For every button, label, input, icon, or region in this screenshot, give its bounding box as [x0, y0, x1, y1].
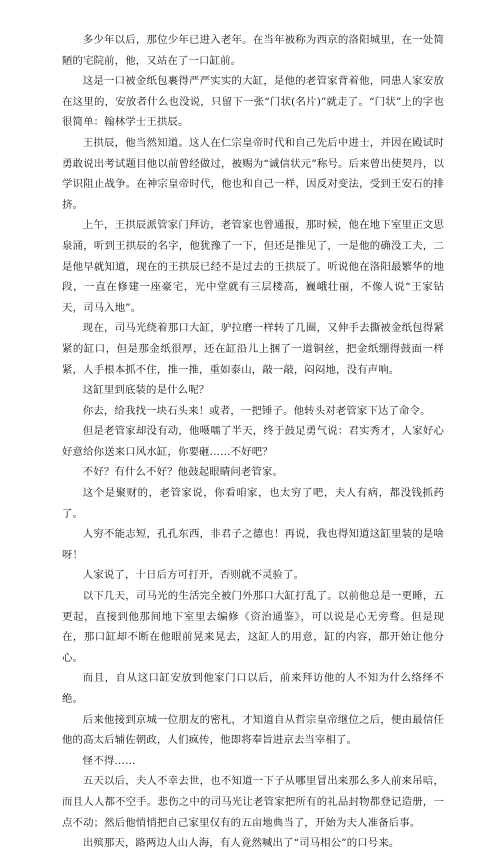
- paragraph: 以下几天，司马光的生活完全被门外那口大缸打乱了。以前他总是一更睡，五更起，直接到他那间地下室里去编修《资治通鉴》，可以说是心无旁骛。但是现在，那口缸却不断在他眼前晃来晃去，这缸人的用意，缸的内容，都开始让他分心。: [62, 590, 444, 664]
- paragraph: 这缸里到底装的是什么呢？: [82, 384, 210, 397]
- paragraph: 出殡那天，路两边人山人海，有人竟然喊出了“司马相公”的口号来。: [82, 837, 400, 850]
- paragraph: 人家说了，十日后方可打开，否则就不灵验了。: [82, 569, 305, 582]
- paragraph: 王拱辰，他当然知道。这人在仁宗皇帝时代和自己先后中进士，并因在殿试时勇敢说出考试题目他以前曾经做过，被赐为“诚信状元”称号。后来曾出使契丹，以学识阻止战争。在神宗皇帝时代，他也和自己一样，因反对变法，受到王安石的排挤。: [62, 136, 444, 211]
- paragraph: 五天以后，夫人不幸去世，也不知道一下子从哪里冒出来那么多人前来吊唁，而且人人都不空手。悲伤之中的司马光让老管家把所有的礼品封物都登记造册，一点不动；然后他悄悄把自己家里仅有的五亩地典当了，开始为夫人准备后事。: [62, 775, 444, 829]
- paragraph: 人穷不能志短，孔孔东西，非君子之德也！再说，我也得知道这缸里装的是啥呀！: [62, 528, 444, 561]
- paragraph: 现在，司马光绕着那口大缸，驴拉磨一样转了几圈，又伸手去撕被金纸包得紧紧的缸口，但是那金纸很厚，还在缸沿儿上捆了一道铜丝，把金纸绷得鼓面一样紧，人手根本抓不住，推一推，重如泰山，敲一敲，闷闷地，没有声响。: [62, 322, 444, 376]
- paragraph: 但是老管家却没有动，他嗫嚅了半天，终于鼓足勇气说：君实秀才，人家好心好意给你送来口风水缸，你要砸……不好吧？: [62, 425, 444, 458]
- paragraph: 这个是聚财的，老管家说，你看咱家，也太穷了吧，夫人有病，都没钱抓药了。: [62, 487, 444, 520]
- paragraph: 这是一口被金纸包裹得严严实实的大缸，是他的老管家背着他，同患人家安放在这里的，安放者什么也没说，只留下一张“门状(名片)”就走了。“门状”上的字也很简单：翰林学士王拱辰。: [62, 75, 444, 129]
- paragraph: 后来他接到京城一位朋友的密札，才知道自从哲宗皇帝继位之后，便由最信任他的高太后辅佐朝政，人们疯传，他即将奉旨进京去当宰相了。: [62, 713, 444, 747]
- paragraph: 你去，给我找一块石头来！或者，一把锤子。他转头对老管家下达了命令。: [82, 404, 431, 417]
- paragraph: 多少年以后，那位少年已进入老年。在当年被称为西京的洛阳城里，在一处简陋的宅院前，他，又站在了一口缸前。: [62, 34, 444, 67]
- paragraph: 而且，自从这口缸安放到他家门口以后，前来拜访他的人不知为什么络绎不绝。: [62, 672, 444, 705]
- paragraph: 不好？有什么不好？他鼓起眼睛问老管家。: [82, 466, 284, 479]
- paragraph: 上午，王拱辰派管家门拜访，老管家也曾通报，那时候，他在地下室里正文思泉涌，听到王拱辰的名字，他犹豫了一下，但还是推见了，一是他的确没工夫，二是他早就知道，现在的王拱辰已经不是过去的王拱辰了。听说他在洛阳最繁华的地段，一直在修建一座豪宅，光中堂就有三层楼高，巍峨壮丽，不像人说“王家钻天，司马入地”。: [62, 219, 444, 314]
- paragraph: 怪不得……: [82, 754, 136, 767]
